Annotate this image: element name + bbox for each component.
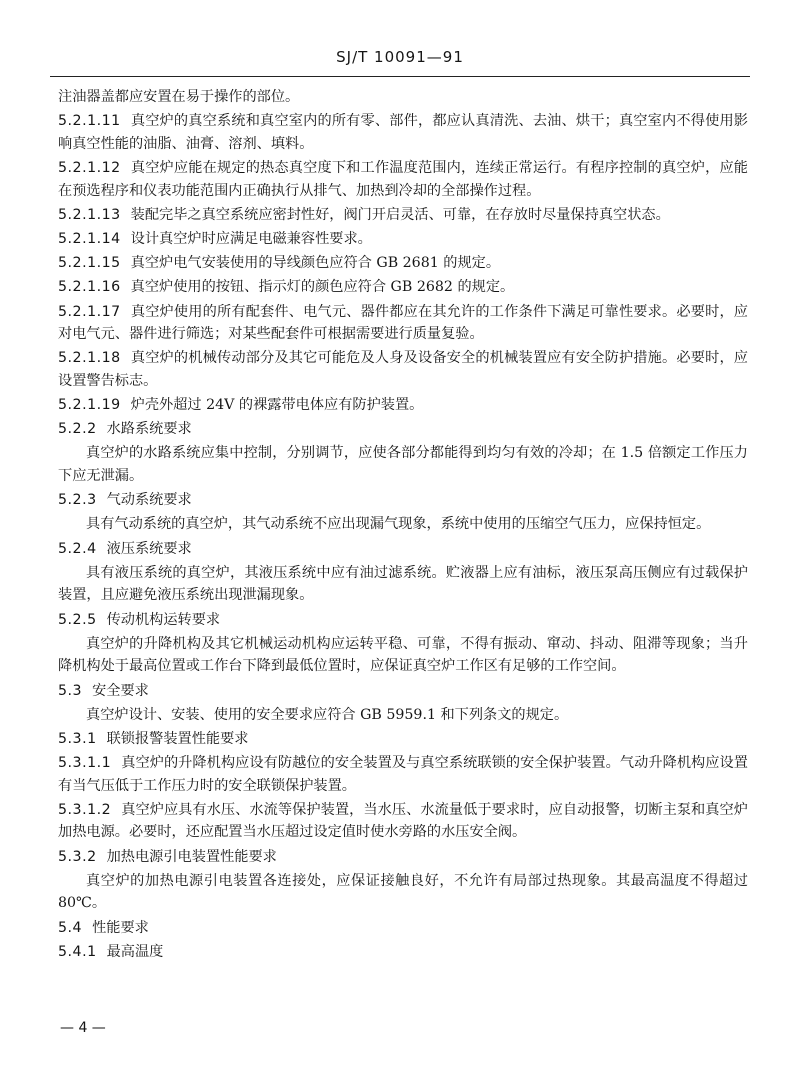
body-paragraph (58, 633, 748, 678)
clause-number: 5.3.2 (58, 848, 97, 865)
body-paragraph (58, 442, 748, 487)
clause-text: 液压系统要求 (106, 540, 192, 557)
clause-5-2-3 (58, 489, 748, 512)
clause-5-2-1-12 (58, 157, 748, 202)
page-number: — 4 — (60, 1020, 106, 1036)
clause-text: 水路系统要求 (106, 421, 192, 438)
clause-number: 5.3.1.2 (58, 801, 112, 818)
clause-5-2-1-19 (58, 394, 748, 417)
clause-5-2-2 (58, 418, 748, 441)
clause-text: 具有气动系统的真空炉，其气动系统不应出现漏气现象，系统中使用的压缩空气压力，应保持恒定。 (86, 516, 711, 533)
body-paragraph (58, 513, 748, 536)
clause-text: 联锁报警装置性能要求 (106, 730, 249, 747)
clause-5-2-4 (58, 538, 748, 561)
clause-5-3-1 (58, 728, 748, 751)
clause-5-2-1-16 (58, 276, 748, 299)
clause-5-3-1-2 (58, 799, 748, 844)
clause-text: 设计真空炉时应满足电磁兼容性要求。 (130, 230, 372, 247)
clause-number: 5.2.1.17 (58, 303, 121, 320)
clause-text: 气动系统要求 (106, 492, 192, 509)
clause-number: 5.2.3 (58, 492, 97, 509)
clause-text: 真空炉使用的按钮、指示灯的颜色应符合 GB 2682 的规定。 (130, 279, 515, 296)
clause-text: 真空炉的升降机构及其它机械运动机构应运转平稳、可靠，不得有振动、窜动、抖动、阻滞等现象；当升降机构处于最高位置或工作台下降到最低位置时，应保证真空炉工作区有足够的工作空间。 (58, 635, 748, 675)
header-rule (50, 76, 750, 77)
clause-text: 真空炉设计、安装、使用的安全要求应符合 GB 5959.1 和下列条文的规定。 (86, 706, 569, 723)
clause-number: 5.2.1.19 (58, 397, 121, 414)
clause-text: 真空炉电气安装使用的导线颜色应符合 GB 2681 的规定。 (130, 255, 501, 272)
standard-code-header: SJ/T 10091—91 (336, 48, 464, 66)
clause-text: 真空炉的机械传动部分及其它可能危及人身及设备安全的机械装置应有安全防护措施。必要时，应设置警告标志。 (58, 350, 748, 389)
clause-number: 5.2.1.16 (58, 279, 121, 296)
clause-5-2-1-15 (58, 252, 748, 275)
clause-number: 5.2.1.12 (58, 159, 121, 176)
clause-text: 真空炉的加热电源引电装置各连接处，应保证接触良好，不允许有局部过热现象。其最高温度不得超过 80℃。 (58, 872, 748, 912)
clause-5-2-1-13 (58, 204, 748, 227)
body-paragraph (58, 704, 748, 727)
clause-text: 具有液压系统的真空炉，其液压系统中应有油过滤系统。贮液器上应有油标，液压泵高压侧应有过载保护装置，且应避免液压系统出现泄漏现象。 (58, 564, 748, 604)
clause-5-2-1-17 (58, 301, 748, 346)
clause-5-2-5 (58, 609, 748, 632)
clause-5-2-1-11 (58, 110, 748, 155)
body-paragraph (58, 562, 748, 607)
clause-text: 安全要求 (92, 682, 149, 699)
clause-text: 性能要求 (92, 919, 149, 936)
clause-number: 5.2.2 (58, 421, 97, 438)
body-paragraph (58, 86, 748, 109)
clause-number: 5.3 (58, 682, 83, 699)
clause-text: 真空炉使用的所有配套件、电气元、器件都应在其允许的工作条件下满足可靠性要求。必要时，应对电气元、器件进行筛选；对某些配套件可根据需要进行质量复验。 (58, 303, 748, 343)
clause-text: 装配完毕之真空系统应密封性好，阀门开启灵活、可靠，在存放时尽量保持真空状态。 (130, 206, 670, 223)
clause-number: 5.2.1.13 (58, 206, 121, 223)
clause-5-3 (58, 680, 748, 703)
clause-text: 真空炉应具有水压、水流等保护装置，当水压、水流量低于要求时，应自动报警，切断主泵和真空炉加热电源。必要时，还应配置当水压超过设定值时使水旁路的水压安全阀。 (58, 801, 748, 841)
clause-number: 5.2.5 (58, 611, 97, 628)
clause-text: 真空炉的水路系统应集中控制，分别调节，应使各部分都能得到均匀有效的冷却；在 1.5 倍额定工作压力下应无泄漏。 (58, 445, 748, 485)
clause-number: 5.3.1 (58, 730, 97, 747)
clause-text: 加热电源引电装置性能要求 (106, 848, 277, 865)
clause-5-2-1-14 (58, 228, 748, 251)
clause-text: 真空炉的升降机构应设有防越位的安全装置及与真空系统联锁的安全保护装置。气动升降机构应设置有当气压低于工作压力时的安全联锁保护装置。 (58, 755, 748, 794)
clause-5-3-2 (58, 846, 748, 869)
clause-5-4-1 (58, 941, 748, 964)
clause-number: 5.4.1 (58, 943, 97, 960)
clause-text: 最高温度 (106, 943, 164, 960)
clause-5-4 (58, 917, 748, 940)
clause-text: 炉壳外超过 24V 的裸露带电体应有防护装置。 (130, 397, 424, 414)
clause-number: 5.2.4 (58, 540, 97, 557)
clause-number: 5.2.1.11 (58, 113, 121, 130)
clause-number: 5.3.1.1 (58, 755, 112, 772)
clause-text: 传动机构运转要求 (106, 611, 221, 628)
clause-5-2-1-18 (58, 347, 748, 392)
clause-number: 5.2.1.18 (58, 350, 121, 367)
clause-number: 5.2.1.15 (58, 255, 121, 272)
clause-5-3-1-1 (58, 752, 748, 797)
clause-text: 注油器盖都应安置在易于操作的部位。 (58, 89, 300, 105)
clause-text: 真空炉应能在规定的热态真空度下和工作温度范围内，连续正常运行。有程序控制的真空炉，应能在预选程序和仪表功能范围内正确执行从排气、加热到冷却的全部操作过程。 (58, 159, 748, 199)
clause-number: 5.2.1.14 (58, 230, 121, 247)
body-paragraph (58, 870, 748, 915)
clause-text: 真空炉的真空系统和真空室内的所有零、部件，都应认真清洗、去油、烘干；真空室内不得使用影响真空性能的油脂、油膏、溶剂、填料。 (58, 113, 748, 152)
document-body (58, 86, 748, 965)
clause-number: 5.4 (58, 919, 83, 936)
